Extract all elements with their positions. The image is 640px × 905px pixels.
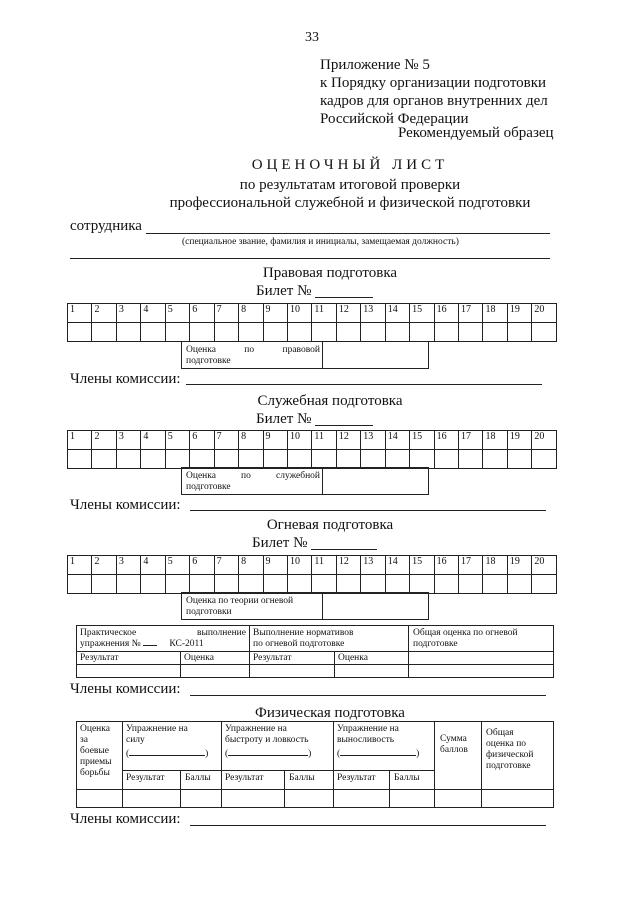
appendix-line4: Российской Федерации bbox=[320, 111, 469, 127]
overall-line: подготовке bbox=[486, 761, 531, 771]
answer-cell[interactable] bbox=[410, 323, 434, 342]
answer-cell[interactable] bbox=[336, 450, 360, 469]
divider bbox=[334, 651, 335, 678]
ticket-number-cell: 6 bbox=[190, 556, 214, 575]
speed-points-label: Баллы bbox=[289, 773, 315, 783]
fire-overall-header bbox=[413, 628, 551, 650]
fire-grade-line2: подготовки bbox=[186, 607, 232, 617]
ticket-number-cell: 1 bbox=[68, 431, 92, 450]
answer-cell[interactable] bbox=[434, 575, 458, 594]
appendix-line2: к Порядку организации подготовки bbox=[320, 75, 547, 91]
ticket-number-cell: 10 bbox=[287, 304, 311, 323]
ticket-number-cell: 5 bbox=[165, 556, 189, 575]
endurance-field[interactable] bbox=[337, 749, 431, 760]
ticket-number-cell: 1 bbox=[68, 304, 92, 323]
divider bbox=[180, 651, 181, 678]
ticket-number-cell: 19 bbox=[507, 431, 531, 450]
answer-cell[interactable] bbox=[287, 575, 311, 594]
ticket-number-cell: 14 bbox=[385, 556, 409, 575]
ticket-number-cell: 5 bbox=[165, 431, 189, 450]
speed-line1: Упражнение на bbox=[225, 724, 287, 734]
ticket-number-cell: 13 bbox=[361, 304, 385, 323]
fire-ticket-numbers-row bbox=[68, 556, 557, 575]
ticket-number-cell: 11 bbox=[312, 556, 336, 575]
answer-cell[interactable] bbox=[507, 450, 531, 469]
service-grade-w2: по bbox=[241, 471, 251, 481]
answer-cell[interactable] bbox=[141, 323, 165, 342]
answer-cell[interactable] bbox=[385, 450, 409, 469]
ticket-number-cell: 9 bbox=[263, 304, 287, 323]
ticket-number-cell: 1 bbox=[68, 556, 92, 575]
page-number: 33 bbox=[305, 30, 319, 45]
answer-cell[interactable] bbox=[483, 575, 507, 594]
answer-cell[interactable] bbox=[361, 575, 385, 594]
fire-practical-line2: упражнения № bbox=[80, 639, 141, 649]
legal-commission-line bbox=[186, 384, 542, 385]
service-grade-value[interactable] bbox=[322, 467, 429, 495]
fire-normatives-line2: по огневой подготовке bbox=[253, 639, 345, 649]
service-commission-label: Члены комиссии: bbox=[70, 497, 181, 513]
answer-cell[interactable] bbox=[410, 575, 434, 594]
answer-cell[interactable] bbox=[263, 323, 287, 342]
employee-hint: (специальное звание, фамилия и инициалы, замещаемая должность) bbox=[182, 237, 459, 247]
ticket-number-cell: 17 bbox=[459, 556, 483, 575]
fire-normatives-grade-label: Оценка bbox=[338, 653, 368, 663]
answer-cell[interactable] bbox=[141, 450, 165, 469]
answer-cell[interactable] bbox=[92, 575, 116, 594]
fire-practical-w2: выполнение bbox=[196, 628, 246, 638]
fire-exercise-number-field[interactable] bbox=[143, 645, 157, 646]
service-grade-label bbox=[186, 471, 320, 493]
appendix-line1: Приложение № 5 bbox=[320, 57, 430, 73]
ticket-number-cell: 15 bbox=[410, 431, 434, 450]
physical-overall-header bbox=[486, 728, 534, 772]
answer-cell[interactable] bbox=[263, 575, 287, 594]
answer-cell[interactable] bbox=[361, 450, 385, 469]
appendix-block bbox=[320, 56, 548, 128]
fire-title: Огневая подготовка bbox=[266, 517, 394, 533]
fire-commission-label: Члены комиссии: bbox=[70, 681, 181, 697]
answer-cell[interactable] bbox=[165, 323, 189, 342]
divider bbox=[434, 721, 435, 808]
answer-cell[interactable] bbox=[385, 323, 409, 342]
ticket-number-cell: 19 bbox=[507, 304, 531, 323]
legal-ticket-table bbox=[67, 303, 557, 342]
speed-field[interactable] bbox=[225, 749, 331, 760]
fire-practical-result-label: Результат bbox=[80, 653, 119, 663]
answer-cell[interactable] bbox=[459, 450, 483, 469]
ticket-number-cell: 16 bbox=[434, 556, 458, 575]
answer-cell[interactable] bbox=[92, 323, 116, 342]
paren-close: ) bbox=[205, 749, 209, 759]
ticket-number-cell: 7 bbox=[214, 431, 238, 450]
legal-ticket-answers-row bbox=[68, 323, 557, 342]
ticket-number-cell: 15 bbox=[410, 556, 434, 575]
ticket-number-cell: 2 bbox=[92, 556, 116, 575]
ticket-number-cell: 6 bbox=[190, 304, 214, 323]
legal-ticket-field bbox=[315, 297, 373, 298]
answer-cell[interactable] bbox=[532, 450, 557, 469]
employee-field-line bbox=[146, 233, 550, 234]
physical-strength-header bbox=[126, 724, 218, 760]
ticket-number-cell: 4 bbox=[141, 304, 165, 323]
answer-cell[interactable] bbox=[459, 575, 483, 594]
paren-open: ( bbox=[337, 749, 341, 759]
endurance-line2: выносливость bbox=[337, 735, 395, 745]
legal-grade-value[interactable] bbox=[322, 341, 429, 369]
answer-cell[interactable] bbox=[312, 323, 336, 342]
divider bbox=[122, 770, 434, 771]
sum-line2: баллов bbox=[440, 745, 468, 755]
answer-cell[interactable] bbox=[68, 575, 92, 594]
combat-line: борьбы bbox=[80, 768, 110, 778]
answer-cell[interactable] bbox=[336, 323, 360, 342]
service-ticket-table bbox=[67, 430, 557, 469]
answer-cell[interactable] bbox=[532, 575, 557, 594]
service-grade-w3: служебной bbox=[276, 471, 320, 481]
ticket-number-cell: 18 bbox=[483, 431, 507, 450]
ticket-number-cell: 20 bbox=[532, 304, 557, 323]
answer-cell[interactable] bbox=[483, 450, 507, 469]
service-ticket-field bbox=[315, 425, 373, 426]
ticket-number-cell: 12 bbox=[336, 304, 360, 323]
fire-ticket-field bbox=[311, 549, 377, 550]
answer-cell[interactable] bbox=[141, 575, 165, 594]
answer-cell[interactable] bbox=[361, 323, 385, 342]
ticket-number-cell: 12 bbox=[336, 556, 360, 575]
fire-ticket-answers-row bbox=[68, 575, 557, 594]
paren-close: ) bbox=[308, 749, 312, 759]
fire-normatives-result-label: Результат bbox=[253, 653, 292, 663]
ticket-number-cell: 9 bbox=[263, 556, 287, 575]
ticket-number-cell: 7 bbox=[214, 556, 238, 575]
overall-line: оценка по bbox=[486, 739, 527, 749]
sum-line1: Сумма bbox=[440, 734, 467, 744]
service-ticket-answers-row bbox=[68, 450, 557, 469]
answer-cell[interactable] bbox=[532, 323, 557, 342]
combat-line: за bbox=[80, 735, 88, 745]
fire-theory-grade-value[interactable] bbox=[322, 592, 429, 620]
ticket-number-cell: 20 bbox=[532, 556, 557, 575]
ticket-number-cell: 10 bbox=[287, 556, 311, 575]
ticket-number-cell: 4 bbox=[141, 556, 165, 575]
ticket-number-cell: 3 bbox=[116, 304, 140, 323]
physical-speed-header bbox=[225, 724, 331, 760]
answer-cell[interactable] bbox=[336, 575, 360, 594]
answer-cell[interactable] bbox=[190, 575, 214, 594]
answer-cell[interactable] bbox=[434, 323, 458, 342]
speed-exercise-field[interactable] bbox=[228, 755, 308, 756]
overall-line: Общая bbox=[486, 728, 514, 738]
answer-cell[interactable] bbox=[214, 323, 238, 342]
combat-line: Оценка bbox=[80, 724, 110, 734]
fire-theory-grade-label bbox=[186, 596, 320, 618]
fire-practical-header bbox=[80, 628, 246, 650]
physical-commission-line bbox=[190, 825, 546, 826]
ticket-number-cell: 3 bbox=[116, 556, 140, 575]
ticket-number-cell: 14 bbox=[385, 431, 409, 450]
endurance-points-label: Баллы bbox=[394, 773, 420, 783]
physical-endurance-header bbox=[337, 724, 431, 760]
ticket-number-cell: 6 bbox=[190, 431, 214, 450]
ticket-number-cell: 11 bbox=[312, 304, 336, 323]
fire-overall-line2: подготовке bbox=[413, 639, 458, 649]
recommended-sample: Рекомендуемый образец bbox=[398, 125, 554, 141]
strength-exercise-field[interactable] bbox=[129, 755, 205, 756]
title-sub2: профессиональной служебной и физической подготовки bbox=[169, 195, 531, 211]
strength-field[interactable] bbox=[126, 749, 218, 760]
legal-title: Правовая подготовка bbox=[262, 265, 398, 281]
ticket-number-cell: 15 bbox=[410, 304, 434, 323]
answer-cell[interactable] bbox=[68, 450, 92, 469]
employee-label: сотрудника bbox=[70, 218, 142, 234]
answer-cell[interactable] bbox=[239, 450, 263, 469]
physical-commission-label: Члены комиссии: bbox=[70, 811, 181, 827]
ticket-number-cell: 19 bbox=[507, 556, 531, 575]
endurance-line1: Упражнение на bbox=[337, 724, 399, 734]
answer-cell[interactable] bbox=[385, 575, 409, 594]
fire-ticket-table bbox=[67, 555, 557, 594]
strength-result-label: Результат bbox=[126, 773, 165, 783]
legal-grade-w2: по bbox=[244, 345, 255, 355]
document-title: ОЦЕНОЧНЫЙ ЛИСТ bbox=[251, 157, 449, 173]
answer-cell[interactable] bbox=[239, 323, 263, 342]
service-ticket-numbers-row bbox=[68, 431, 557, 450]
ticket-number-cell: 5 bbox=[165, 304, 189, 323]
paren-close: ) bbox=[416, 749, 420, 759]
legal-grade-w3: правовой bbox=[282, 345, 320, 355]
ticket-number-cell: 2 bbox=[92, 304, 116, 323]
strength-line2: силу bbox=[126, 735, 145, 745]
answer-cell[interactable] bbox=[165, 450, 189, 469]
fire-practical-grade-label: Оценка bbox=[184, 653, 214, 663]
service-title: Служебная подготовка bbox=[257, 393, 403, 409]
legal-commission-label: Члены комиссии: bbox=[70, 371, 181, 387]
legal-ticket-numbers-row bbox=[68, 304, 557, 323]
answer-cell[interactable] bbox=[507, 323, 531, 342]
ticket-number-cell: 14 bbox=[385, 304, 409, 323]
service-commission-line bbox=[190, 510, 546, 511]
answer-cell[interactable] bbox=[116, 450, 140, 469]
answer-cell[interactable] bbox=[483, 323, 507, 342]
answer-cell[interactable] bbox=[312, 575, 336, 594]
answer-cell[interactable] bbox=[214, 450, 238, 469]
fire-normatives-header bbox=[253, 628, 405, 650]
ticket-number-cell: 17 bbox=[459, 431, 483, 450]
ticket-number-cell: 8 bbox=[239, 556, 263, 575]
service-ticket-label: Билет № bbox=[256, 411, 312, 427]
service-grade-w1: Оценка bbox=[186, 471, 216, 481]
ticket-number-cell: 13 bbox=[361, 431, 385, 450]
ticket-number-cell: 10 bbox=[287, 431, 311, 450]
answer-cell[interactable] bbox=[287, 323, 311, 342]
ticket-number-cell: 11 bbox=[312, 431, 336, 450]
legal-grade-w1: Оценка bbox=[186, 345, 216, 355]
answer-cell[interactable] bbox=[92, 450, 116, 469]
legal-ticket-label: Билет № bbox=[256, 283, 312, 299]
ticket-number-cell: 2 bbox=[92, 431, 116, 450]
legal-grade-line2: подготовке bbox=[186, 356, 231, 366]
answer-cell[interactable] bbox=[190, 450, 214, 469]
ticket-number-cell: 9 bbox=[263, 431, 287, 450]
answer-cell[interactable] bbox=[190, 323, 214, 342]
answer-cell[interactable] bbox=[410, 450, 434, 469]
ticket-number-cell: 13 bbox=[361, 556, 385, 575]
fire-commission-line bbox=[190, 695, 546, 696]
ticket-number-cell: 4 bbox=[141, 431, 165, 450]
service-grade-line2: подготовке bbox=[186, 482, 231, 492]
ticket-number-cell: 8 bbox=[239, 431, 263, 450]
fire-practical-w1: Практическое bbox=[80, 628, 137, 638]
ticket-number-cell: 17 bbox=[459, 304, 483, 323]
ticket-number-cell: 16 bbox=[434, 304, 458, 323]
fire-practical-code: КС-2011 bbox=[169, 639, 204, 649]
ticket-number-cell: 18 bbox=[483, 304, 507, 323]
divider bbox=[122, 721, 123, 808]
answer-cell[interactable] bbox=[263, 450, 287, 469]
divider bbox=[76, 664, 554, 665]
fire-grade-line1: Оценка по теории огневой bbox=[186, 596, 294, 606]
ticket-number-cell: 16 bbox=[434, 431, 458, 450]
fire-overall-line1: Общая оценка по огневой bbox=[413, 628, 518, 638]
ticket-number-cell: 18 bbox=[483, 556, 507, 575]
divider bbox=[481, 721, 482, 808]
divider bbox=[76, 651, 554, 652]
answer-cell[interactable] bbox=[116, 323, 140, 342]
divider bbox=[76, 789, 554, 790]
answer-cell[interactable] bbox=[116, 575, 140, 594]
endurance-result-label: Результат bbox=[337, 773, 376, 783]
paren-open: ( bbox=[225, 749, 229, 759]
endurance-exercise-field[interactable] bbox=[340, 755, 416, 756]
physical-combat-header bbox=[80, 724, 112, 779]
physical-sum-header bbox=[440, 734, 468, 756]
ticket-number-cell: 3 bbox=[116, 431, 140, 450]
answer-cell[interactable] bbox=[459, 323, 483, 342]
speed-result-label: Результат bbox=[225, 773, 264, 783]
answer-cell[interactable] bbox=[239, 575, 263, 594]
employee-field-line-2 bbox=[70, 258, 550, 259]
answer-cell[interactable] bbox=[214, 575, 238, 594]
answer-cell[interactable] bbox=[68, 323, 92, 342]
combat-line: приемы bbox=[80, 757, 112, 767]
answer-cell[interactable] bbox=[165, 575, 189, 594]
ticket-number-cell: 8 bbox=[239, 304, 263, 323]
divider bbox=[221, 721, 222, 808]
fire-ticket-label: Билет № bbox=[252, 535, 308, 551]
divider bbox=[333, 721, 334, 808]
ticket-number-cell: 12 bbox=[336, 431, 360, 450]
combat-line: боевые bbox=[80, 746, 110, 756]
ticket-number-cell: 7 bbox=[214, 304, 238, 323]
ticket-number-cell: 20 bbox=[532, 431, 557, 450]
speed-line2: быстроту и ловкость bbox=[225, 735, 309, 745]
answer-cell[interactable] bbox=[312, 450, 336, 469]
fire-normatives-line1: Выполнение нормативов bbox=[253, 628, 354, 638]
title-sub1: по результатам итоговой проверки bbox=[239, 177, 461, 193]
appendix-line3: кадров для органов внутренних дел bbox=[320, 93, 548, 109]
physical-title: Физическая подготовка bbox=[255, 705, 405, 721]
overall-line: физической bbox=[486, 750, 534, 760]
paren-open: ( bbox=[126, 749, 130, 759]
answer-cell[interactable] bbox=[434, 450, 458, 469]
strength-points-label: Баллы bbox=[185, 773, 211, 783]
answer-cell[interactable] bbox=[287, 450, 311, 469]
legal-grade-label bbox=[186, 345, 320, 367]
strength-line1: Упражнение на bbox=[126, 724, 188, 734]
answer-cell[interactable] bbox=[507, 575, 531, 594]
